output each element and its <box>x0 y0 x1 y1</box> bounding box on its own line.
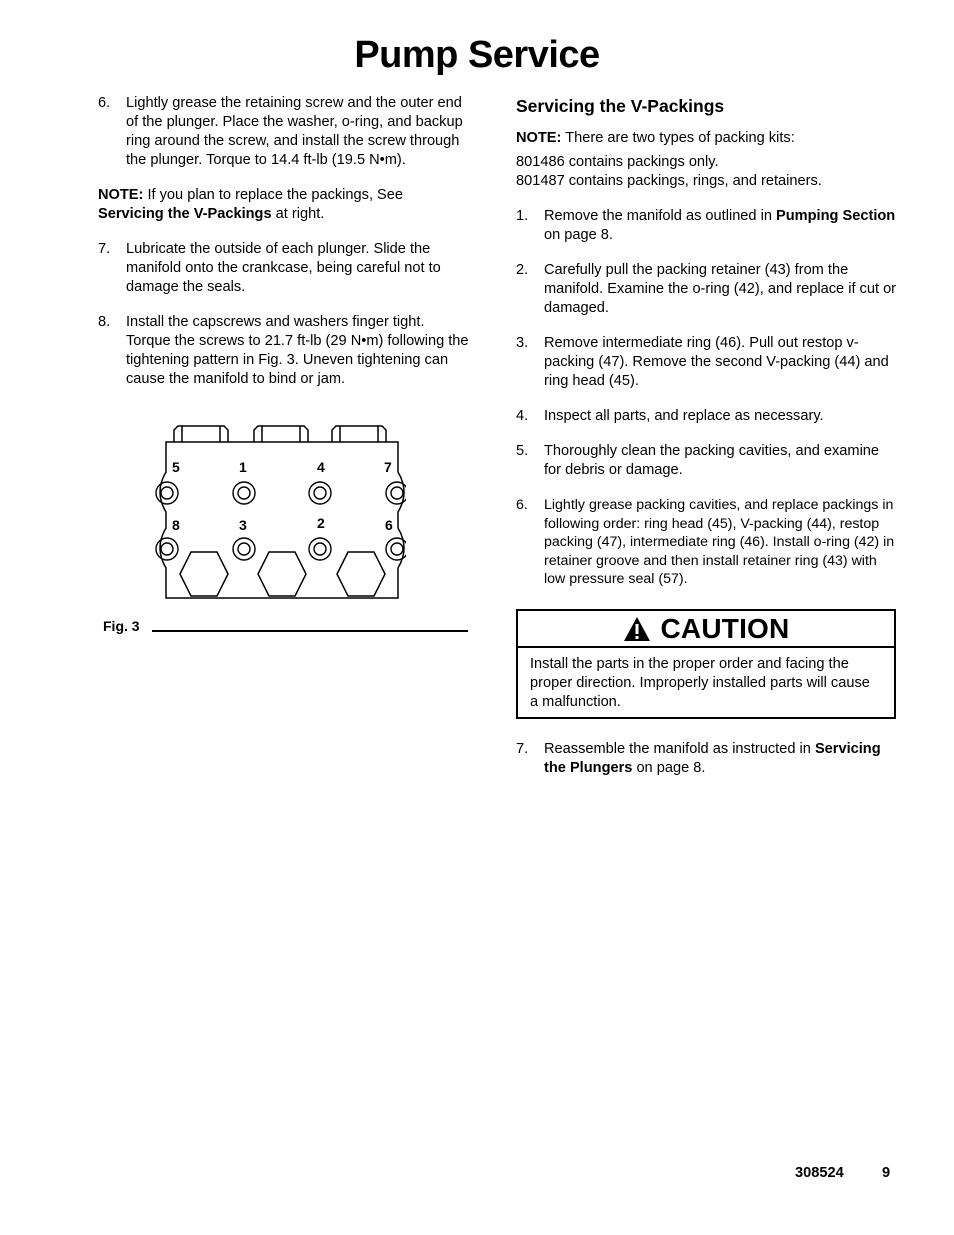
caution-header <box>518 611 894 648</box>
bolt-label-top-1: 5 <box>172 459 180 475</box>
right-step-6 <box>516 496 900 589</box>
manifold-body <box>160 442 404 598</box>
bolt-label-top-2: 1 <box>239 459 247 475</box>
step-number: 3. <box>516 335 529 351</box>
step-text: Lightly grease the retaining screw and the outer end of the plunger. Place the washer, o-ring, and backup ring around the screw, and install the screw through the plunger. Torque to 14.4 ft-lb (19.5 N•m). <box>126 95 463 168</box>
step-reference: Pumping Section <box>776 208 896 224</box>
note-reference-link: Servicing the V-Packings <box>98 206 272 222</box>
step-number: 2. <box>516 262 529 278</box>
bolt-label-bottom-2: 3 <box>239 517 247 533</box>
kit-line-1: 801486 contains packings only. <box>516 154 719 170</box>
step-text: Thoroughly clean the packing cavities, and examine for debris or damage. <box>544 443 880 478</box>
step-number: 1. <box>516 208 529 224</box>
tightening-pattern-figure <box>146 420 406 604</box>
step-number: 6. <box>98 95 111 111</box>
section-heading: Servicing the V-Packings <box>516 96 725 116</box>
step-text-after: on page 8. <box>544 227 613 243</box>
manifold-drawing <box>146 420 406 604</box>
step-text: Inspect all parts, and replace as necessary. <box>544 408 824 424</box>
figure-caption: Fig. 3 <box>103 618 140 634</box>
bolt-label-bottom-3: 2 <box>317 515 325 531</box>
step-number: 6. <box>516 497 528 513</box>
caution-title: CAUTION <box>660 612 790 644</box>
step-text: Carefully pull the packing retainer (43) from the manifold. Examine the o-ring (42), and replace if cut or damaged. <box>544 262 897 316</box>
bolt-label-bottom-1: 8 <box>172 517 180 533</box>
step-number: 7. <box>98 241 111 257</box>
left-step-8 <box>98 313 470 389</box>
right-step-7 <box>516 740 900 778</box>
note-text: There are two types of packing kits: <box>561 130 795 146</box>
step-text: Install the capscrews and washers finger tight. Torque the screws to 21.7 ft-lb (29 N•m) following the tightening pattern in Fig. 3. Uneven tightening can cause the manifold to bind or jam. <box>126 314 469 387</box>
figure-caption-rule <box>152 630 468 632</box>
right-step-2 <box>516 261 900 318</box>
step-number: 7. <box>516 741 529 757</box>
left-note <box>98 186 470 224</box>
step-number: 5. <box>516 443 529 459</box>
bolt-label-top-3: 4 <box>317 459 325 475</box>
right-step-5 <box>516 442 900 480</box>
right-step-3 <box>516 334 900 391</box>
hex-ports <box>180 552 385 596</box>
bolt-label-top-4: 7 <box>384 459 392 475</box>
step-number: 8. <box>98 314 111 330</box>
left-step-6 <box>98 94 470 170</box>
bolt-holes <box>156 482 406 560</box>
kit-line-2: 801487 contains packings, rings, and retainers. <box>516 173 822 189</box>
note-label: NOTE: <box>98 187 144 203</box>
warning-triangle-icon <box>623 616 651 642</box>
page-title: Pump Service <box>354 34 600 76</box>
step-number: 4. <box>516 408 529 424</box>
step-text: Lubricate the outside of each plunger. Slide the manifold onto the crankcase, being careful not to damage the seals. <box>126 241 441 295</box>
right-note <box>516 129 900 148</box>
step-reference: Servicing the Plungers <box>544 741 881 776</box>
left-step-7 <box>98 240 470 297</box>
manifold-top-tabs <box>174 426 386 442</box>
document-number: 308524 <box>795 1165 844 1181</box>
step-text: Remove intermediate ring (46). Pull out restop v-packing (47). Remove the second V-packing (44) and ring head (45). <box>544 335 889 389</box>
step-text-before: Reassemble the manifold as instructed in <box>544 741 815 757</box>
step-text: Lightly grease packing cavities, and replace packings in following order: ring head (45), V-packing (44), restop packing (47), intermediate ring (46). Install o-ring (42) in retainer groove and then install retainer ring (43) with low pressure seal (57). <box>544 497 895 588</box>
right-column <box>516 94 900 589</box>
page-number: 9 <box>882 1165 891 1181</box>
note-text-before: If you plan to replace the packings, See <box>143 187 404 203</box>
right-step-4 <box>516 407 900 426</box>
left-column <box>98 94 470 389</box>
caution-box <box>516 609 896 719</box>
note-label: NOTE: <box>516 130 562 146</box>
caution-text: Install the parts in the proper order and facing the proper direction. Improperly installed parts will cause a malfunction. <box>530 656 870 710</box>
right-column-lower <box>516 740 900 778</box>
bolt-label-bottom-4: 6 <box>385 517 393 533</box>
note-text-after: at right. <box>271 206 325 222</box>
step-text-before: Remove the manifold as outlined in <box>544 208 777 224</box>
right-step-1 <box>516 207 900 245</box>
step-text-after: on page 8. <box>632 760 706 776</box>
